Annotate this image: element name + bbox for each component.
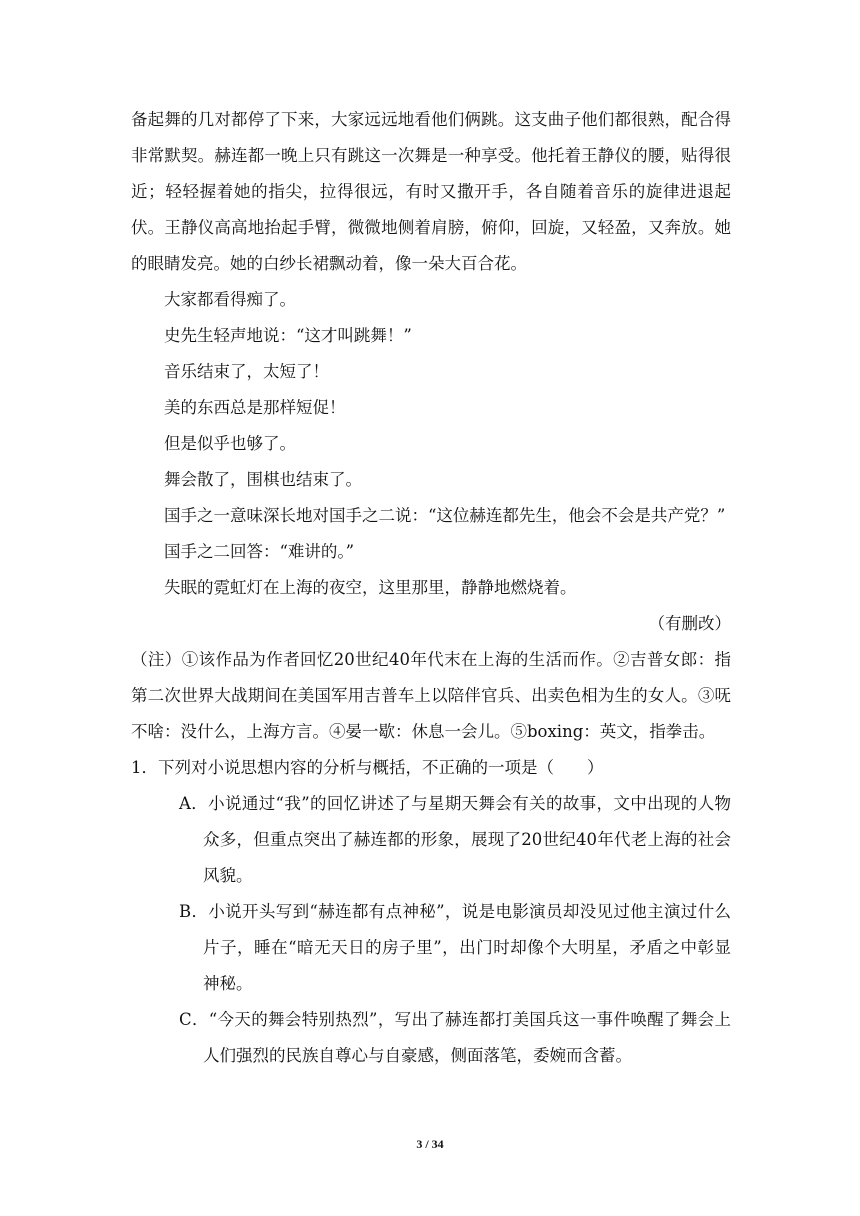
question-options: [131, 786, 731, 1074]
story-paragraph-3: 史先生轻声地说：“这才叫跳舞！”: [164, 326, 412, 345]
story-paragraph-2: 大家都看得痴了。: [164, 290, 296, 309]
story-paragraph-1: 备起舞的几对都停了下来，大家远远地看他们俩跳。这支曲子他们都很熟，配合得非常默契。赫连都一晚上只有跳这一次舞是一种享受。他托着王静仪的腰，贴得很近；轻轻握着她的指尖，拉得很远，有时又撒开手，各自随着音乐的旋律进退起伏。王静仪高高地抬起手臂，微微地侧着肩膀，俯仰，回旋，又轻盈，又奔放。她的眼睛发亮。她的白纱长裙飘动着，像一朵大百合花。: [131, 110, 731, 273]
option-a: A．小说通过“我”的回忆讲述了与星期天舞会有关的故事，文中出现的人物众多，但重点突出了赫连都的形象，展现了20世纪40年代老上海的社会风貌。: [179, 794, 731, 885]
question-stem: 1．下列对小说思想内容的分析与概括，不正确的一项是（ ）: [131, 758, 604, 777]
annotation-note: （注）①该作品为作者回忆20世纪40年代末在上海的生活而作。②吉普女郎：指第二次世界大战期间在美国军用吉普车上以陪伴官兵、出卖色相为生的女人。③呒不啥：没什么，上海方言。④晏一歇：休息一会儿。⑤boxing：英文，指拳击。: [131, 650, 731, 741]
story-paragraph-9: 国手之二回答：“难讲的。”: [164, 542, 355, 561]
option-c: C．“今天的舞会特别热烈”，写出了赫连都打美国兵这一事件唤醒了舞会上人们强烈的民族自尊心与自豪感，侧面落笔，委婉而含蓄。: [179, 1010, 731, 1065]
page-number: 3 / 34: [416, 1137, 444, 1151]
story-excerpt: [131, 102, 731, 1074]
story-paragraph-10: 失眠的霓虹灯在上海的夜空，这里那里，静静地燃烧着。: [164, 578, 577, 597]
story-paragraph-7: 舞会散了，围棋也结束了。: [164, 470, 362, 489]
story-paragraph-4: 音乐结束了，太短了！: [164, 362, 329, 381]
story-paragraph-6: 但是似乎也够了。: [164, 434, 296, 453]
story-paragraph-8: 国手之一意味深长地对国手之二说：“这位赫连都先生，他会不会是共产党？”: [164, 506, 726, 525]
option-b: B．小说开头写到“赫连都有点神秘”，说是电影演员却没见过他主演过什么片子，睡在“暗无天日的房子里”，出门时却像个大明星，矛盾之中彰显神秘。: [179, 902, 731, 993]
story-paragraph-5: 美的东西总是那样短促！: [164, 398, 346, 417]
source-note: （有删改）: [648, 614, 731, 633]
